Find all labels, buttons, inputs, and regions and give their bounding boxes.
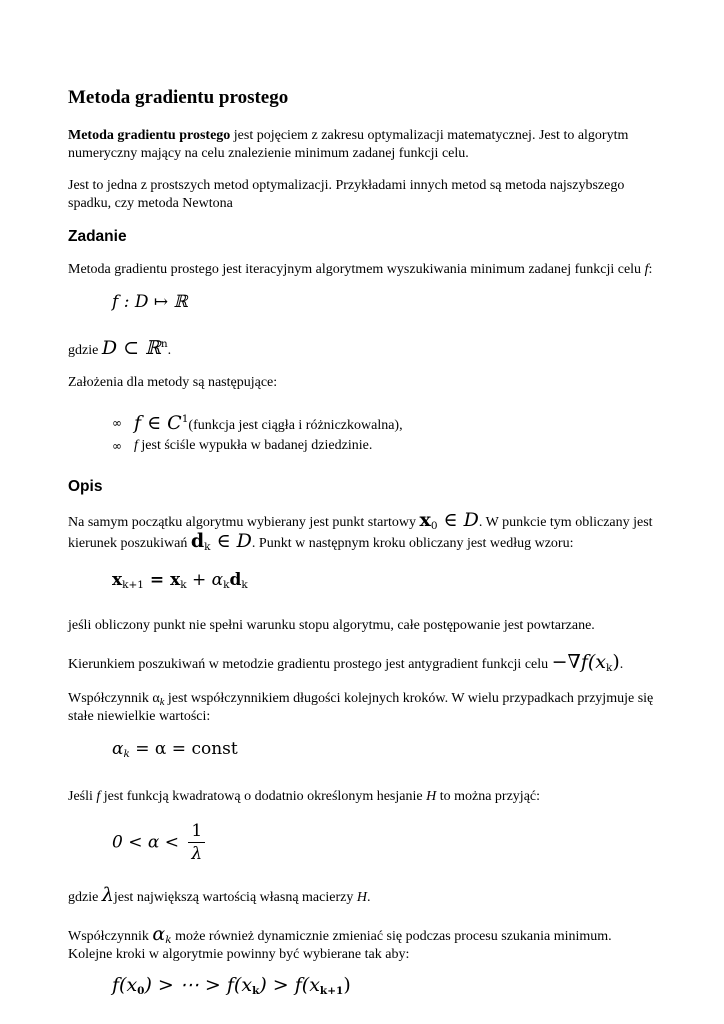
eq-bound-fraction <box>188 820 205 865</box>
eq-update-sub2: k <box>180 579 187 591</box>
opis-paragraph-2: jeśli obliczony punkt nie spełni warunku stopu algorytmu, całe postępowanie jest powtarzane. <box>68 618 595 633</box>
list-item <box>112 437 658 455</box>
eq-alpha-rest: = α = const <box>129 739 238 759</box>
eq-update-sub4: k <box>241 579 248 591</box>
bullet-infinity-icon: ∞ <box>112 416 122 430</box>
zadanie-paragraph <box>68 261 658 279</box>
opis-paragraph-3 <box>68 653 658 674</box>
equation-update <box>112 571 658 597</box>
document-page <box>68 86 658 1022</box>
opis-p7-sub: k <box>165 934 172 946</box>
equation-domain-text: f : D ↦ ℝ <box>112 292 188 312</box>
zadanie-colon: : <box>648 262 653 277</box>
opis-p6-H: H <box>356 890 367 905</box>
opis-p5-f: f <box>96 789 101 804</box>
opis-p5-c: to można przyjąć: <box>436 789 541 804</box>
eq-chain-d: ) <box>343 974 351 996</box>
opis-p3-end: . <box>619 657 624 672</box>
eq-update-d: d <box>229 570 242 590</box>
eq-chain-sk1: k+1 <box>319 985 344 997</box>
opis-p6-b: jest największą wartością własną macierzy <box>113 890 357 905</box>
intro-text: jest pojęciem z zakresu optymalizacji matematycznej. Jest to algorytm numeryczny mający na celu znalezienie minimum zadanej funkcji celu. <box>68 128 629 161</box>
zadanie-f: f <box>644 262 649 277</box>
math-antigradient-text: −∇f(x <box>551 651 606 673</box>
opis-paragraph-4 <box>68 690 658 726</box>
opis-p5-b: jest funkcją kwadratową o dodatnio określonym hesjanie <box>100 789 427 804</box>
eq-chain-c: ) > f(x <box>259 974 320 996</box>
opis-p3-text: Kierunkiem poszukiwań w metodzie gradientu prostego jest antygradient funkcji celu <box>68 657 552 672</box>
bullet-infinity-icon: ∞ <box>112 439 122 453</box>
math-x0 <box>419 509 478 531</box>
eq-alpha-sub: k <box>123 748 130 760</box>
equation-alpha-const <box>112 740 658 766</box>
opis-p7-alpha-math <box>152 923 171 945</box>
gdzie-math-text: D ⊂ ℝ <box>101 337 161 359</box>
section-heading-opis: Opis <box>68 478 103 495</box>
opis-p4-sub: k <box>159 697 165 708</box>
intro-paragraph <box>68 127 658 163</box>
equation-chain <box>112 976 658 1002</box>
opis-text-b: . W punkcie tym obliczany jest kierunek poszukiwań <box>68 515 653 551</box>
zalozenia-paragraph: Założenia dla metody są następujące: <box>68 375 278 390</box>
eq-chain-b: ) > ⋯ > f(x <box>144 974 253 996</box>
opis-text-a: Na samym początku algorytmu wybierany jest punkt startowy <box>68 515 420 530</box>
assumptions-list <box>68 414 658 455</box>
gdzie-paragraph <box>68 339 658 360</box>
opis-p7-a: Współczynnik <box>68 929 153 944</box>
bullet-math-sup: 1 <box>181 413 189 425</box>
opis-paragraph-7 <box>68 925 658 964</box>
eq-update-sub1: k+1 <box>122 579 144 591</box>
page-title: Metoda gradientu prostego <box>68 87 289 108</box>
bullet-italic-f: f <box>134 438 138 453</box>
opis-paragraph-1 <box>68 511 658 553</box>
equation-alpha-bound <box>112 820 658 872</box>
eq-bound-lhs: 0 < α < <box>112 832 185 853</box>
opis-p7-alpha: α <box>152 923 166 945</box>
eq-update-sub3: k <box>223 579 230 591</box>
opis-p7-b: może również dynamicznie zmieniać się podczas procesu szukania minimum. Kolejne kroki w algorytmie powinny być wybierane tak aby: <box>68 929 612 962</box>
math-dk-d: d <box>190 530 205 552</box>
opis-paragraph-6 <box>68 886 658 907</box>
math-dk-rest: ∈ D <box>210 530 252 552</box>
opis-p6-a: gdzie <box>68 890 102 905</box>
opis-p6-lambda: λ <box>101 884 114 906</box>
list-item <box>112 412 658 435</box>
eq-bound-den: λ <box>191 844 203 864</box>
bullet-math <box>134 412 188 434</box>
gdzie-text: gdzie <box>68 343 102 358</box>
section-heading-zadanie: Zadanie <box>68 228 127 245</box>
opis-p5-H: H <box>426 789 437 804</box>
opis-p6-c: . <box>366 890 371 905</box>
bullet-text: jest ściśle wypukła w badanej dziedzinie. <box>137 438 373 453</box>
opis-text-c: . Punkt w następnym kroku obliczany jest według wzoru: <box>251 536 574 551</box>
bullet-text: (funkcja jest ciągła i różniczkowalna), <box>188 418 403 433</box>
opis-paragraph-5 <box>68 788 658 806</box>
math-antigradient-sub: k <box>606 662 613 674</box>
bullet-math-text: f ∈ C <box>134 412 182 434</box>
gdzie-end: . <box>167 343 172 358</box>
math-x0-sub: 0 <box>430 520 438 532</box>
eq-update-eq: = x <box>143 570 181 590</box>
eq-chain-a: f(x <box>112 974 138 996</box>
gdzie-math <box>102 337 168 359</box>
eq-chain-s0: 0 <box>137 985 145 997</box>
eq-update-x: x <box>112 570 123 590</box>
math-x0-x: x <box>419 509 431 531</box>
math-dk-sub: k <box>204 541 211 553</box>
eq-bound-num: 1 <box>188 820 205 843</box>
opis-p4-text: Współczynnik α <box>68 691 160 706</box>
eq-alpha-a: α <box>112 739 124 759</box>
eq-chain-sk: k <box>252 985 260 997</box>
intro-bold-term: Metoda gradientu prostego <box>68 128 231 143</box>
math-antigradient-end: ) <box>612 651 620 673</box>
zadanie-text: Metoda gradientu prostego jest iteracyjnym algorytmem wyszukiwania minimum zadanej funkcji celu <box>68 262 645 277</box>
gdzie-math-sup: n <box>160 338 168 350</box>
opis-p4-text-b: jest współczynnikiem długości kolejnych kroków. W wielu przypadkach przyjmuje się stałe niewielkie wartości: <box>68 691 654 724</box>
equation-domain <box>112 293 658 319</box>
math-antigradient <box>552 651 620 673</box>
math-x0-rest: ∈ D <box>437 509 479 531</box>
opis-p5-a: Jeśli <box>68 789 97 804</box>
eq-update-plus: + α <box>186 570 224 590</box>
intro-paragraph-2: Jest to jedna z prostszych metod optymalizacji. Przykładami innych metod są metoda najszybszego spadku, czy metoda Newtona <box>68 178 625 211</box>
math-dk <box>191 530 252 552</box>
